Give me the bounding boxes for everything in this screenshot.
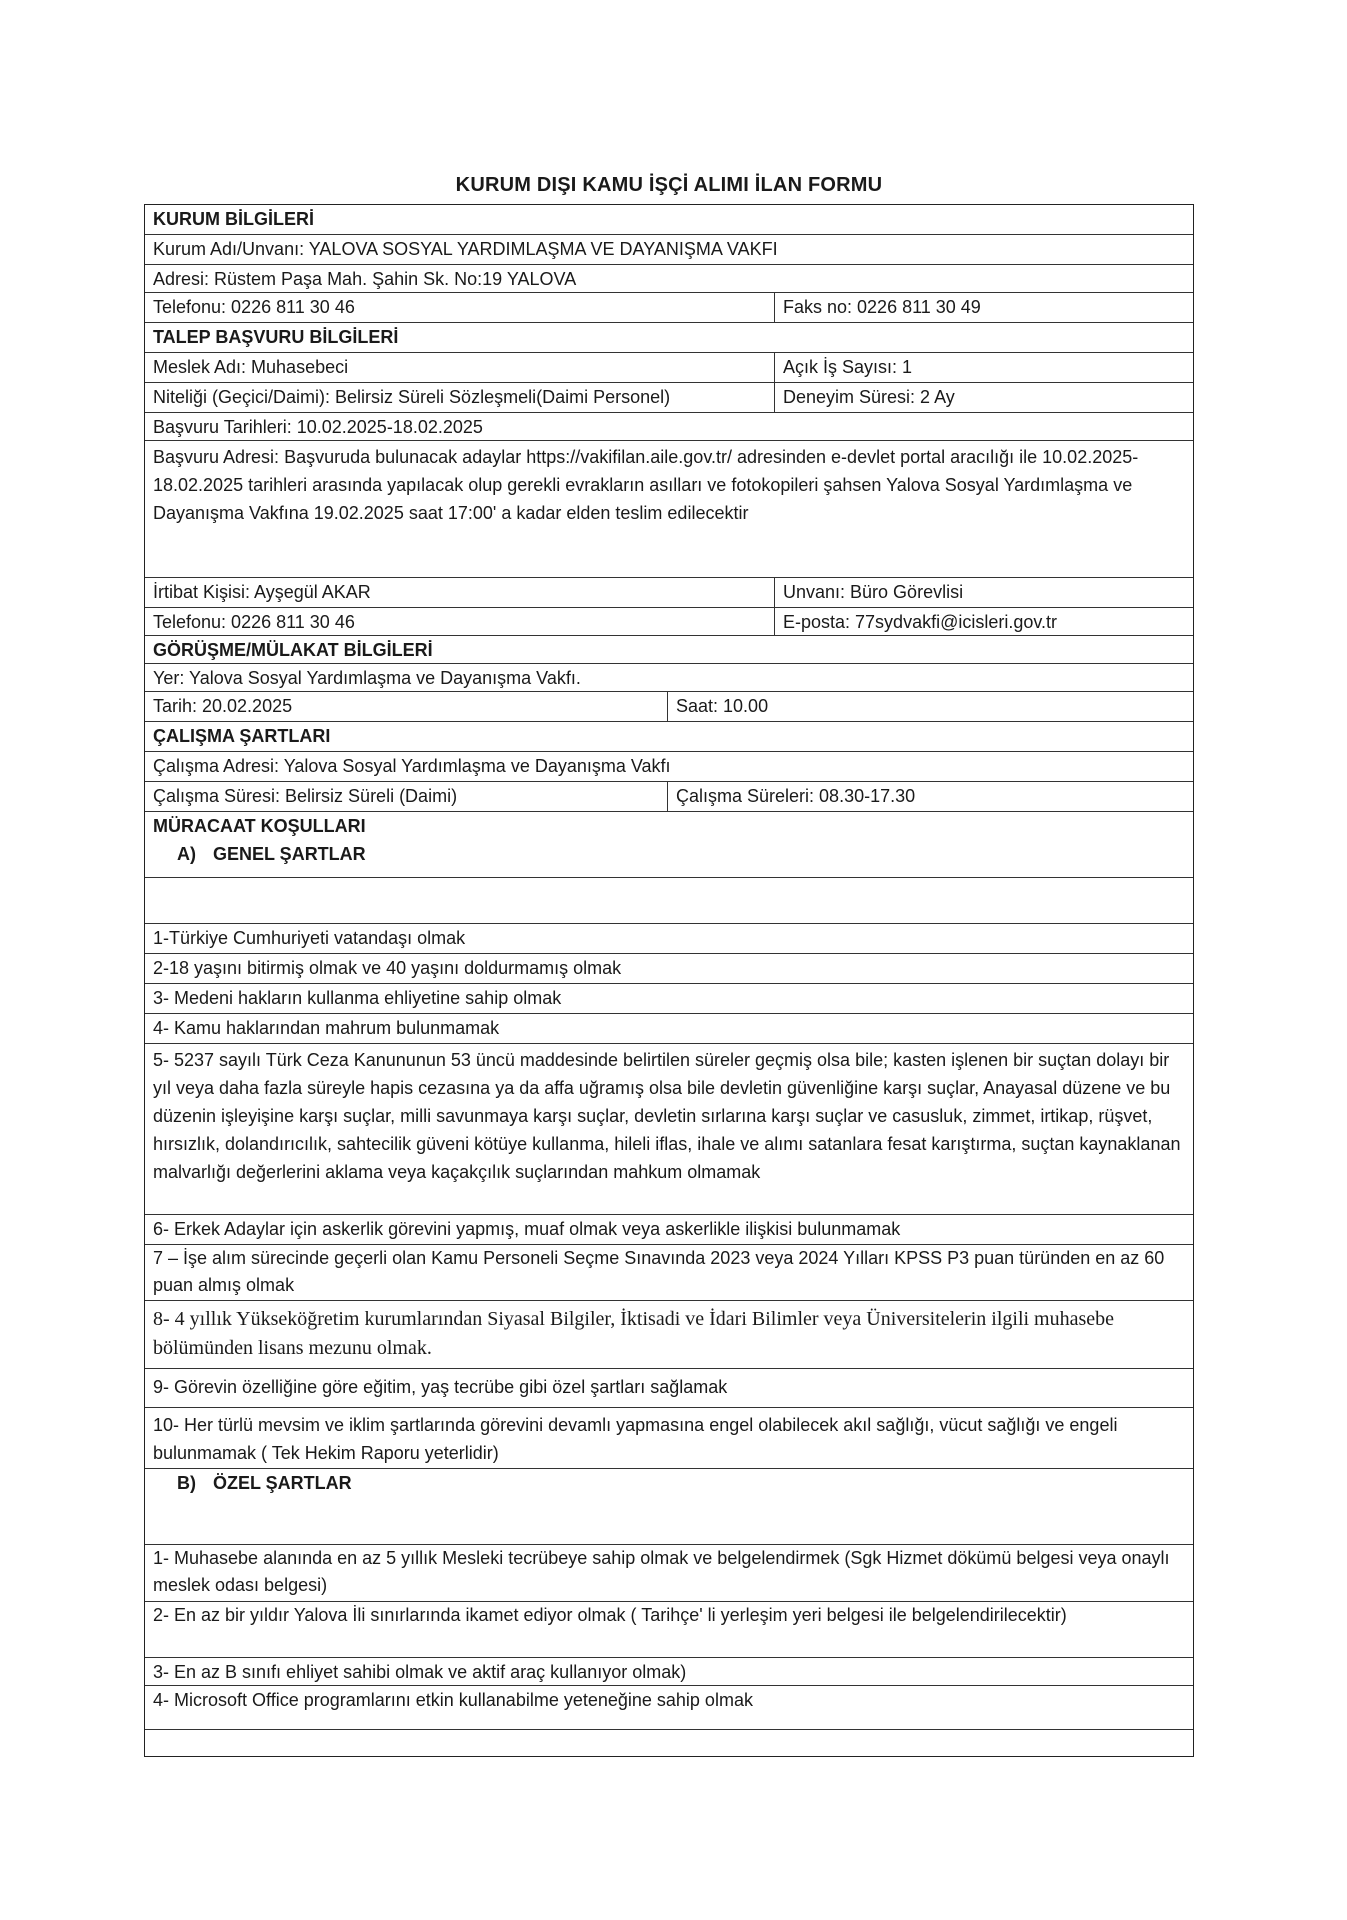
section-muracaat-heading [145, 812, 1193, 878]
genel-item-row [145, 1245, 1193, 1301]
deneyim-suresi: Deneyim Süresi: 2 Ay [783, 387, 955, 407]
kurum-iletisim-row [145, 293, 1193, 323]
talep-nitelik-row [145, 383, 1193, 413]
gorusme-saat: Saat: 10.00 [676, 696, 769, 716]
genel-item-row [145, 1301, 1193, 1369]
kurum-adres-row [145, 265, 1193, 293]
announcement-form-table [144, 204, 1194, 1757]
genel-item-row [145, 1215, 1193, 1245]
basvuru-adresi: Başvuru Adresi: Başvuruda bulunacak adaylar https://vakifilan.aile.gov.tr/ adresinden e-devlet portal aracılığı ile 10.02.2025-18.02.2025 tarihleri arasında yapılacak olup gerekli evrakların asılları ve fotokopileri şahsen Yalova Sosyal Yardımlaşma ve Dayanışma Vakfına 19.02.2025 saat 17:00' a kadar elden teslim edilecektir [153, 447, 1139, 523]
ozel-sartlar-letter: B) [177, 1473, 196, 1493]
gorusme-yer-row [145, 664, 1193, 692]
basvuru-tarihleri: Başvuru Tarihleri: 10.02.2025-18.02.2025 [153, 417, 483, 437]
ozel-item-row [145, 1658, 1193, 1686]
genel-item-5: 5- 5237 sayılı Türk Ceza Kanununun 53 üncü maddesinde belirtilen süreler geçmiş olsa bile; kasten işlenen bir suçtan dolayı bir yıl veya daha fazla süreyle hapis cezasına ya da affa uğramış olsa bile devletin güvenliğine karşı suçlar, Anayasal düzene ve bu düzenin işleyişine karşı suçlar, milli savunmaya karşı suçlar, devletin sırlarına karşı suçlar ve casusluk, zimmet, irtikap, rüşvet, hırsızlık, dolandırıcılık, sahtecilik güveni kötüye kullanma, hileli iflas, ihale ve alımı satanlara fesat karıştırma, suçtan kaynaklanan malvarlığı değerlerini aklama veya kaçakçılık suçlarından mahkum olmamak [153, 1050, 1181, 1182]
ozel-item-4: 4- Microsoft Office programlarını etkin kullanabilme yeteneğine sahip olmak [153, 1690, 753, 1710]
genel-item-row [145, 1408, 1193, 1469]
section-kurum-heading [145, 205, 1193, 235]
basvuru-tarihleri-row [145, 413, 1193, 441]
kurum-telefon: Telefonu: 0226 811 30 46 [145, 293, 775, 322]
genel-item-8: 8- 4 yıllık Yükseköğretim kurumlarından Siyasal Bilgiler, İktisadi ve İdari Bilimler veya Üniversitelerin ilgili muhasebe bölümünden lisans mezunu olmak. [153, 1308, 1115, 1359]
ozel-sartlar-heading [145, 1469, 352, 1544]
kurum-adres: Adresi: Rüstem Paşa Mah. Şahin Sk. No:19 YALOVA [153, 269, 577, 289]
kurum-faks: Faks no: 0226 811 30 49 [783, 297, 981, 317]
kurum-adi: Kurum Adı/Unvanı: YALOVA SOSYAL YARDIMLAŞMA VE DAYANIŞMA VAKFI [153, 239, 778, 259]
ozel-item-row [145, 1602, 1193, 1658]
ozel-item-1: 1- Muhasebe alanında en az 5 yıllık Mesleki tecrübeye sahip olmak ve belgelendirmek (Sgk Hizmet dökümü belgesi veya onaylı meslek odası belgesi) [153, 1548, 1170, 1595]
meslek-adi: Meslek Adı: Muhasebeci [145, 353, 775, 382]
genel-item-row [145, 954, 1193, 984]
irtibat-telefon: Telefonu: 0226 811 30 46 [145, 608, 775, 635]
irtibat-iletisim-row [145, 608, 1193, 636]
gorusme-yer: Yer: Yalova Sosyal Yardımlaşma ve Dayanışma Vakfı. [153, 668, 581, 688]
calisma-heading: ÇALIŞMA ŞARTLARI [153, 726, 331, 746]
talep-heading: TALEP BAŞVURU BİLGİLERİ [153, 327, 399, 347]
niteligi: Niteliği (Geçici/Daimi): Belirsiz Süreli Sözleşmeli(Daimi Personel) [145, 383, 775, 412]
genel-sartlar-title: GENEL ŞARTLAR [213, 844, 366, 864]
calisma-adresi: Çalışma Adresi: Yalova Sosyal Yardımlaşma ve Dayanışma Vakfı [153, 756, 671, 776]
genel-item-row [145, 984, 1193, 1014]
genel-item-10: 10- Her türlü mevsim ve iklim şartlarında görevini devamlı yapmasına engel olabilecek akıl sağlığı, vücut sağlığı ve engeli bulunmamak ( Tek Hekim Raporu yeterlidir) [153, 1415, 1118, 1463]
genel-spacer-row [145, 878, 1193, 924]
section-gorusme-heading [145, 636, 1193, 664]
ozel-item-2: 2- En az bir yıldır Yalova İli sınırlarında ikamet ediyor olmak ( Tarihçe' li yerleşim yeri belgesi ile belgelendirilecektir) [153, 1605, 1067, 1625]
irtibat-row [145, 578, 1193, 608]
form-title: KURUM DIŞI KAMU İŞÇİ ALIMI İLAN FORMU [455, 174, 883, 196]
genel-item-row [145, 1369, 1193, 1408]
talep-meslek-row [145, 353, 1193, 383]
genel-item-6: 6- Erkek Adaylar için askerlik görevini yapmış, muaf olmak veya askerlikle ilişkisi bulunmamak [153, 1219, 901, 1239]
irtibat-eposta: E-posta: 77sydvakfi@icisleri.gov.tr [783, 612, 1058, 632]
calisma-adres-row [145, 752, 1193, 782]
section-calisma-heading [145, 722, 1193, 752]
muracaat-heading: MÜRACAAT KOŞULLARI [153, 816, 366, 836]
section-ozel-heading [145, 1469, 1193, 1545]
gorusme-zaman-row [145, 692, 1193, 722]
genel-item-9: 9- Görevin özelliğine göre eğitim, yaş tecrübe gibi özel şartları sağlamak [153, 1377, 728, 1397]
gorusme-heading: GÖRÜŞME/MÜLAKAT BİLGİLERİ [153, 640, 433, 660]
irtibat-kisisi: İrtibat Kişisi: Ayşegül AKAR [145, 578, 775, 607]
genel-item-2: 2-18 yaşını bitirmiş olmak ve 40 yaşını doldurmamış olmak [153, 958, 622, 978]
genel-item-4: 4- Kamu haklarından mahrum bulunmamak [153, 1018, 500, 1038]
calisma-sure-row [145, 782, 1193, 812]
genel-item-7: 7 – İşe alım sürecinde geçerli olan Kamu Personeli Seçme Sınavında 2023 veya 2024 Yılları KPSS P3 puan türünden en az 60 puan almış olmak [153, 1248, 1165, 1295]
ozel-sartlar-title: ÖZEL ŞARTLAR [213, 1473, 352, 1493]
genel-item-row [145, 1044, 1193, 1215]
calisma-suresi: Çalışma Süresi: Belirsiz Süreli (Daimi) [145, 782, 668, 811]
gorusme-tarih: Tarih: 20.02.2025 [145, 692, 668, 721]
genel-item-row [145, 924, 1193, 954]
basvuru-adresi-row [145, 441, 1193, 578]
genel-item-3: 3- Medeni hakların kullanma ehliyetine sahip olmak [153, 988, 562, 1008]
genel-sartlar-heading [145, 840, 1193, 868]
kurum-adi-row [145, 235, 1193, 265]
kurum-heading: KURUM BİLGİLERİ [153, 209, 314, 229]
acik-is-sayisi: Açık İş Sayısı: 1 [783, 357, 913, 377]
irtibat-unvan: Unvanı: Büro Görevlisi [783, 582, 964, 602]
ozel-item-row [145, 1686, 1193, 1730]
section-talep-heading [145, 323, 1193, 353]
calisma-saatleri: Çalışma Süreleri: 08.30-17.30 [676, 786, 916, 806]
genel-sartlar-letter: A) [177, 844, 196, 864]
ozel-item-3: 3- En az B sınıfı ehliyet sahibi olmak ve aktif araç kullanıyor olmak) [153, 1662, 687, 1682]
genel-item-1: 1-Türkiye Cumhuriyeti vatandaşı olmak [153, 928, 466, 948]
ozel-empty-row [145, 1730, 1193, 1756]
ozel-item-row [145, 1545, 1193, 1602]
genel-item-row [145, 1014, 1193, 1044]
